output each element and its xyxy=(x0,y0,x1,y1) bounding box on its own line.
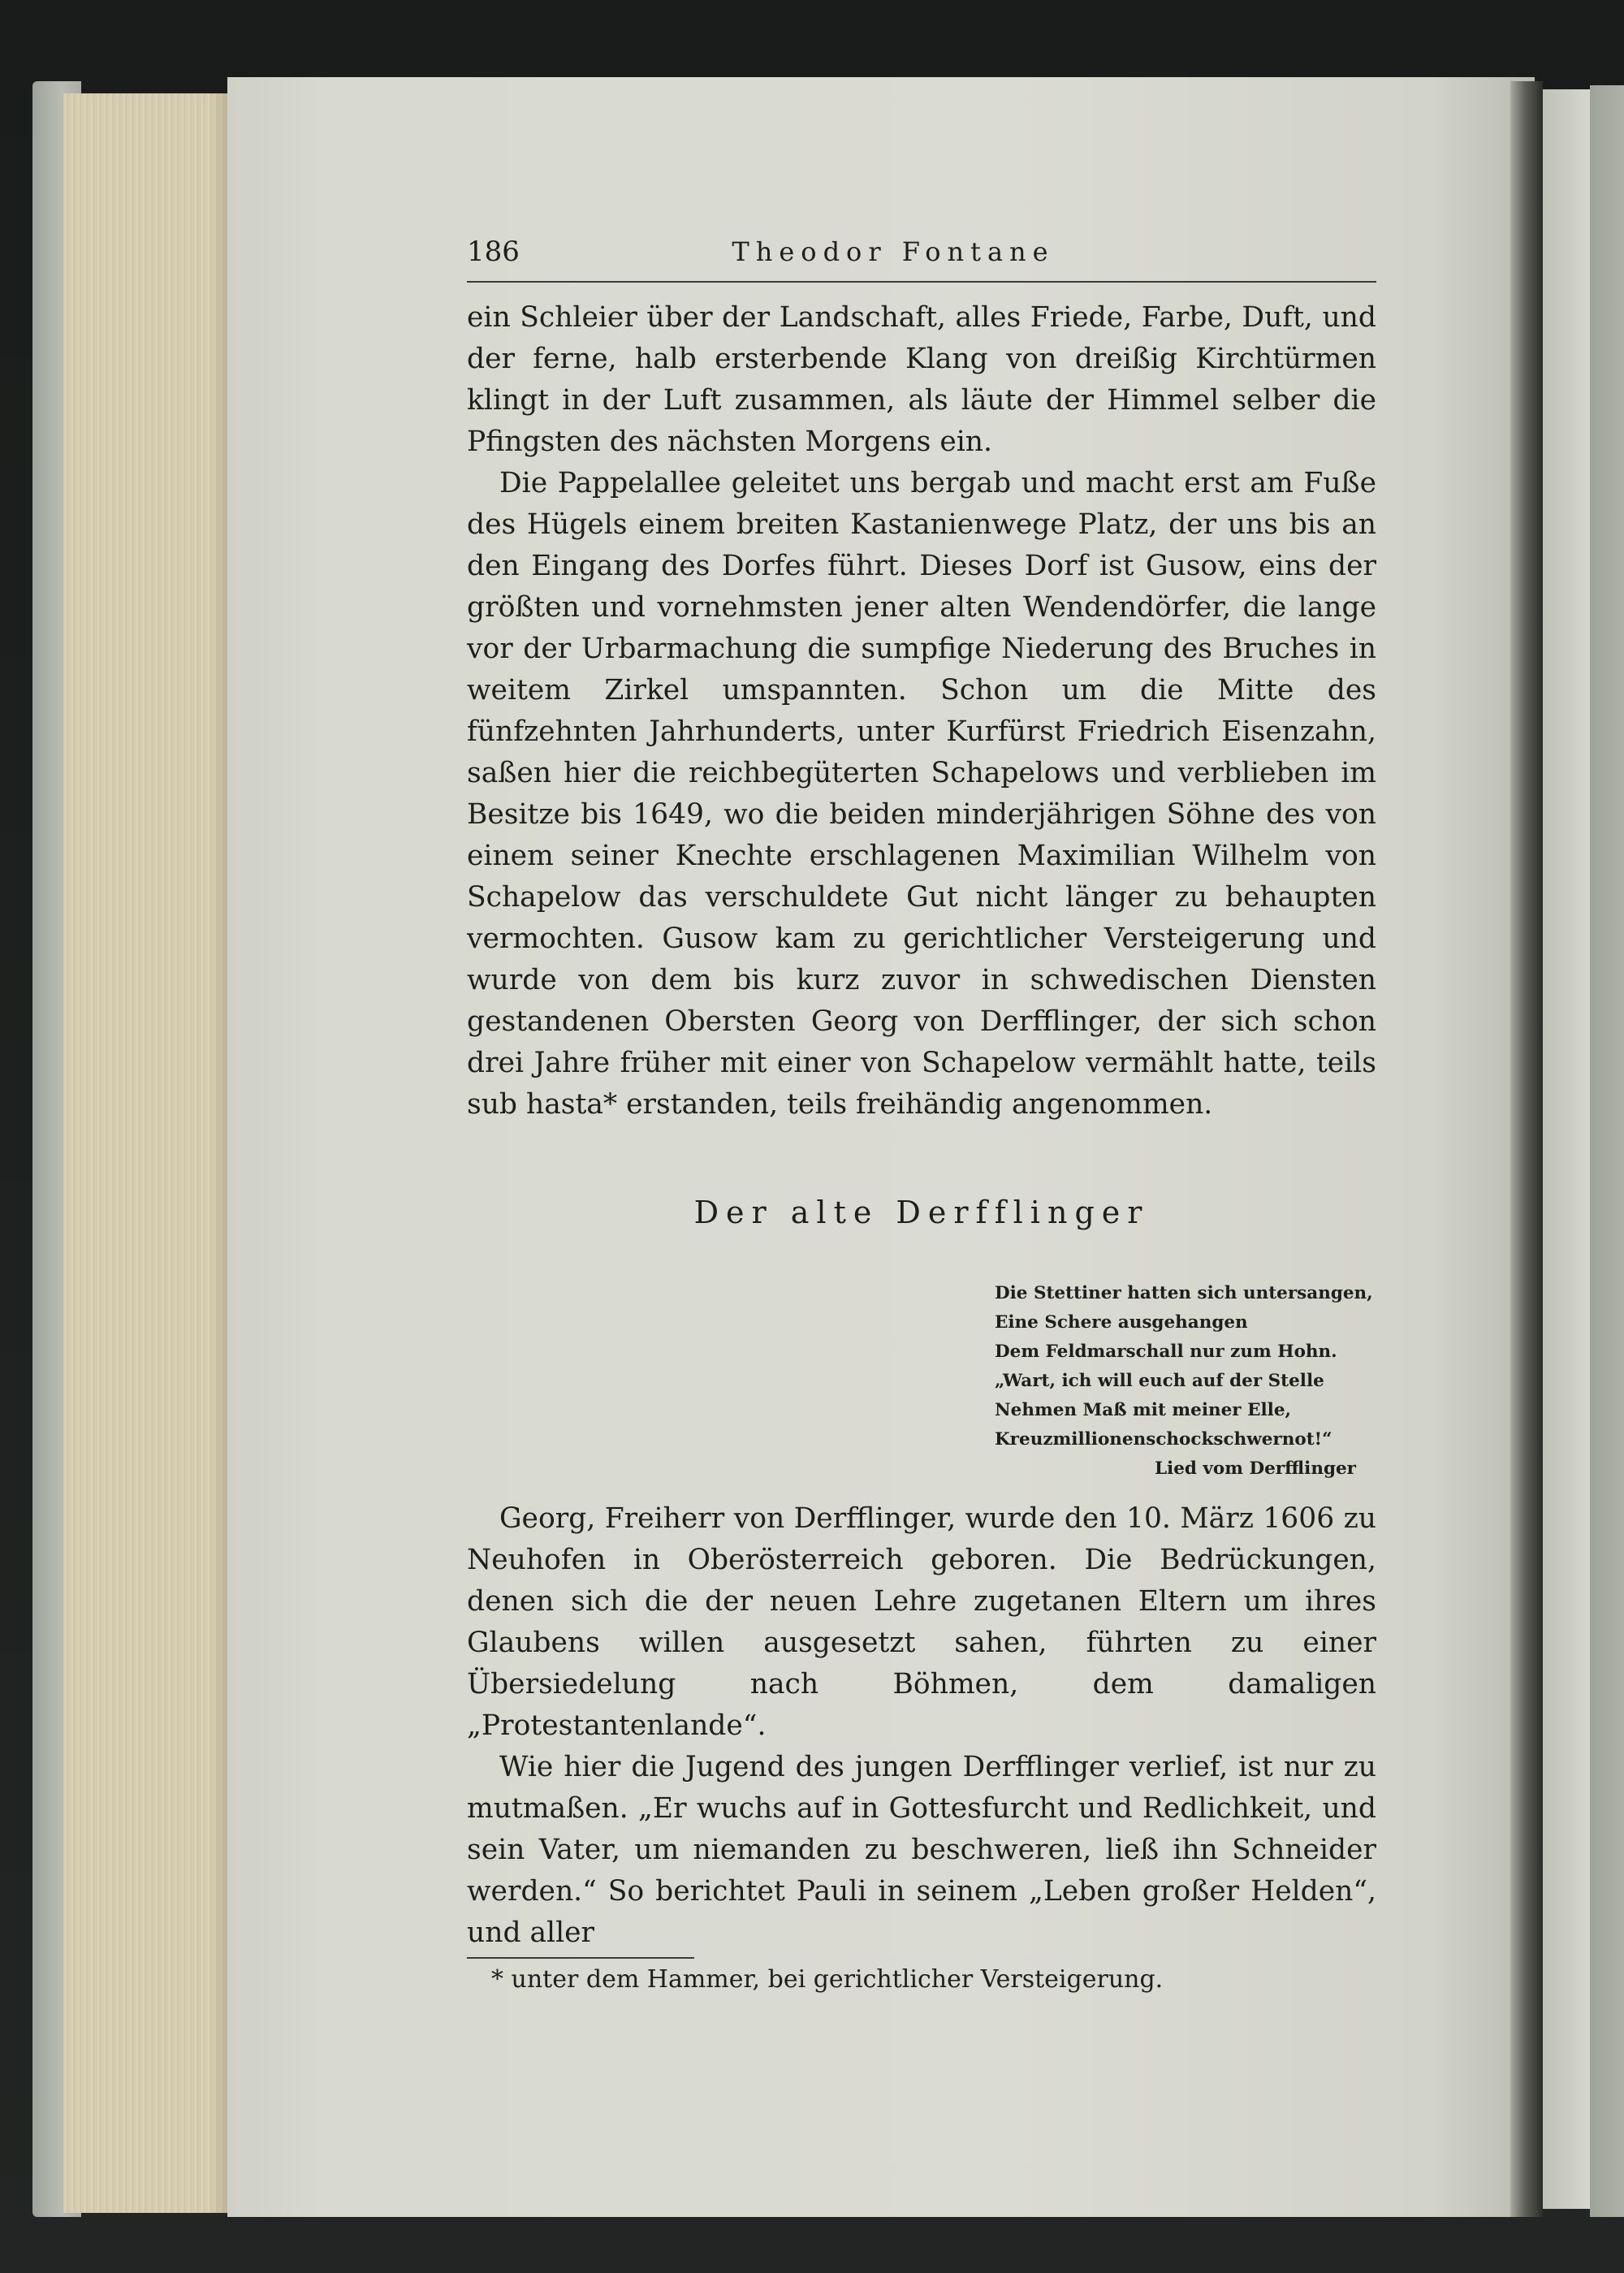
facing-page-edge xyxy=(1543,89,1592,2209)
epigraph-line: Kreuzmillionenschockschwernot!“ xyxy=(995,1429,1332,1450)
epigraph-line: Nehmen Maß mit meiner Elle, xyxy=(995,1400,1291,1420)
running-head xyxy=(467,236,1376,283)
epigraph-line: Eine Schere ausgehangen xyxy=(995,1312,1248,1333)
epigraph-line: „Wart, ich will euch auf der Stelle xyxy=(995,1371,1324,1391)
section-heading: Der alte Derfflinger xyxy=(693,1195,1150,1230)
footnote: * unter dem Hammer, bei gerichtlicher Versteigerung. xyxy=(491,1965,1164,1994)
paragraph-1: ein Schleier über der Landschaft, alles Friede, Farbe, Duft, und der ferne, halb ersterbende Klang von dreißig Kirchtürmen klingt in der Luft zusammen, als läute der Himmel selber die Pfingsten des nächsten Morgens ein. xyxy=(467,301,1376,458)
epigraph-source: Lied vom Derfflinger xyxy=(1154,1458,1356,1479)
book-gutter xyxy=(1510,81,1543,2217)
book-cover-right xyxy=(1590,85,1624,2217)
epigraph xyxy=(995,1279,1376,1484)
epigraph-line: Dem Feldmarschall nur zum Hohn. xyxy=(995,1342,1337,1362)
paragraph-3: Georg, Freiherr von Derfflinger, wurde den 10. März 1606 zu Neuhofen in Oberösterreich geboren. Die Bedrückungen, denen sich die der neuen Lehre zugetanen Eltern um ihres Glaubens willen ausgesetzt sahen, führten zu einer Übersiedelung nach Böhmen, dem damaligen „Protestantenlande“. xyxy=(467,1502,1376,1742)
paragraph-4: Wie hier die Jugend des jungen Derfflinger verlief, ist nur zu mutmaßen. „Er wuchs auf in Gottesfurcht und Redlichkeit, und sein Vater, um niemanden zu beschweren, ließ ihn Schneider werden.“ So berichtet Pauli in seinem „Leben großer Helden“, und aller xyxy=(467,1751,1376,1949)
page-content xyxy=(467,236,1376,1998)
page-number: 186 xyxy=(467,236,520,268)
running-title: Theodor Fontane xyxy=(732,236,1055,267)
paragraph-2: Die Pappelallee geleitet uns bergab und macht erst am Fuße des Hügels einem breiten Kastanienwege Platz, der uns bis an den Eingang des Dorfes führt. Dieses Dorf ist Gusow, eins der größten und vornehmsten jener alten Wendendörfer, die lange vor der Urbarmachung die sumpfige Niederung des Bruches in weitem Zirkel umspannten. Schon um die Mitte des fünfzehnten Jahrhunderts, unter Kurfürst Friedrich Eisenzahn, saßen hier die reichbegüterten Schapelows und verblieben im Besitze bis 1649, wo die beiden minderjährigen Söhne des von einem seiner Knechte erschlagenen Maximilian Wilhelm von Schapelow das verschuldete Gut nicht länger zu behaupten vermochten. Gusow kam zu gerichtlicher Versteigerung und wurde von dem bis kurz zuvor in schwedischen Diensten gestandenen Obersten Georg von Derfflinger, der sich schon drei Jahre früher mit einer von Schapelow vermählt hatte, teils sub hasta* erstanden, teils freihändig angenommen. xyxy=(467,467,1376,1121)
page-edges xyxy=(63,93,234,2213)
epigraph-line: Die Stettiner hatten sich untersangen, xyxy=(995,1283,1373,1303)
footnote-rule xyxy=(467,1957,694,1959)
